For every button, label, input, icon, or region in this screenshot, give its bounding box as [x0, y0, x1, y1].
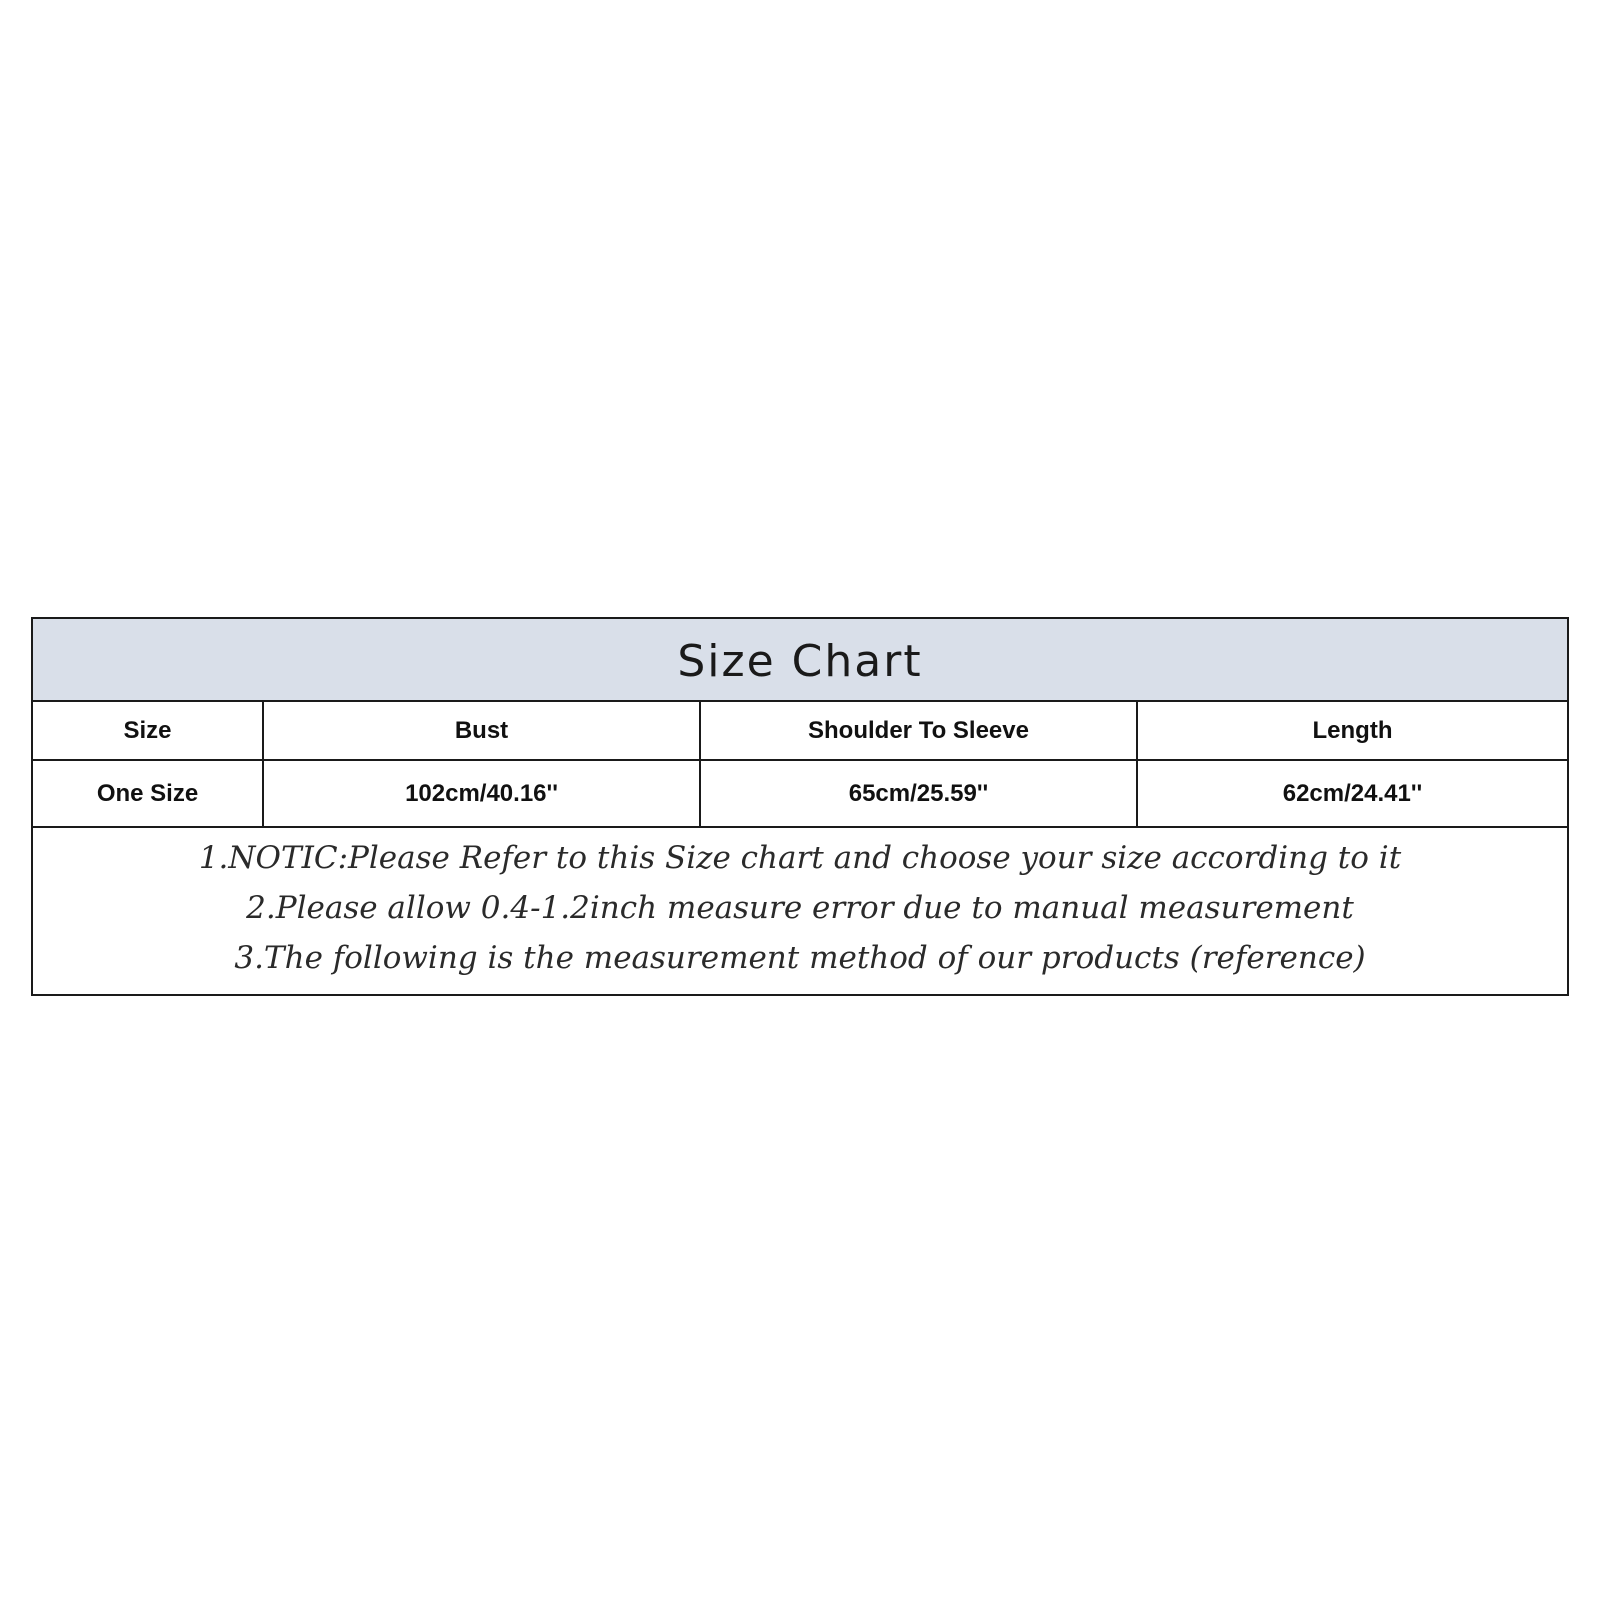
column-header-size: Size [33, 702, 264, 759]
cell-length-value: 62cm/24.41'' [1282, 779, 1423, 807]
note-line-3: 3.The following is the measurement method of our products (reference) [234, 940, 1366, 976]
size-chart-title: Size Chart [677, 636, 923, 687]
note-line-2: 2.Please allow 0.4-1.2inch measure error due to manual measurement [246, 890, 1354, 926]
size-chart-grid [33, 702, 1567, 828]
cell-size-value: One Size [33, 761, 264, 826]
cell-bust-value: 102cm/40.16'' [264, 761, 701, 826]
size-chart-notes [33, 828, 1567, 994]
column-header-length: Length [1312, 716, 1393, 744]
column-header-bust: Bust [264, 702, 701, 759]
size-chart-table [31, 617, 1569, 996]
note-line-1: 1.NOTIC:Please Refer to this Size chart and choose your size according to it [198, 840, 1402, 876]
column-header-shoulder-to-sleeve: Shoulder To Sleeve [701, 702, 1138, 759]
table-header-row [33, 702, 1567, 761]
table-row [33, 761, 1567, 828]
cell-shoulder-to-sleeve-value: 65cm/25.59'' [701, 761, 1138, 826]
size-chart-title-bar [33, 619, 1567, 702]
